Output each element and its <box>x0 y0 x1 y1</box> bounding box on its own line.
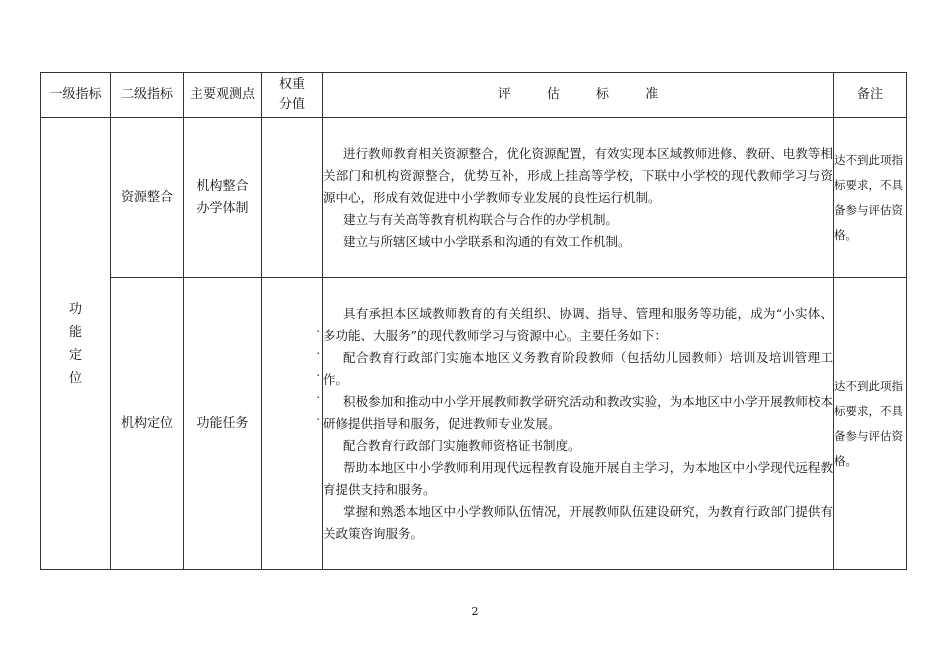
table-row-institution-positioning <box>41 278 907 570</box>
header-remarks: 备注 <box>834 73 907 118</box>
header-criteria <box>323 73 834 118</box>
level1-char: 定 <box>68 347 82 363</box>
header-observation: 主要观测点 <box>184 73 262 118</box>
header-weight-line2: 分值 <box>278 97 305 112</box>
weight-mark: . <box>316 322 320 335</box>
evaluation-table <box>40 72 907 570</box>
observation-line: 机构整合 <box>196 178 249 194</box>
criteria-paragraph: 积极参加和推动中小学开展教师教学研究活动和教改实验，为本地区中小学开展教师校本研修提供指导和服务，促进教师专业发展。 <box>323 393 833 431</box>
criteria-paragraph: 帮助本地区中小学教师利用现代远程教育设施开展自主学习，为本地区中小学现代远程教育提供支持和服务。 <box>323 459 833 497</box>
criteria-paragraph: 建立与所辖区域中小学联系和沟通的有效工作机制。 <box>343 233 631 249</box>
header-row <box>41 73 907 118</box>
criteria-paragraph: 掌握和熟悉本地区中小学教师队伍情况，开展教师队伍建设研究，为教育行政部门提供有关政策咨询服务。 <box>323 503 833 541</box>
level1-char: 能 <box>68 324 82 340</box>
criteria-paragraph: 配合教育行政部门实施本地区义务教育阶段教师（包括幼儿园教师）培训及培训管理工作。 <box>323 349 833 387</box>
header-criteria-label: 评 估 标 准 <box>497 87 675 102</box>
criteria-cell <box>323 118 834 278</box>
weight-mark: . <box>316 344 320 357</box>
weight-mark: . <box>316 366 320 379</box>
weight-mark: . <box>316 410 320 423</box>
weight-marks <box>317 318 321 428</box>
remarks-cell: 达不到此项指标要求，不具备参与评估资格。 <box>834 118 907 278</box>
criteria-paragraph: 建立与有关高等教育机构联合与合作的办学机制。 <box>343 211 619 227</box>
observation-cell <box>184 118 262 278</box>
observation-line: 办学体制 <box>196 200 249 216</box>
criteria-paragraph: 具有承担本区域教师教育的有关组织、协调、指导、管理和服务等功能，成为“小实体、多功能、大服务”的现代教师学习与资源中心。主要任务如下： <box>323 305 833 343</box>
level1-cell <box>41 118 111 570</box>
level1-char: 功 <box>68 301 82 317</box>
observation-cell: 功能任务 <box>184 278 262 570</box>
level1-char: 位 <box>68 370 82 386</box>
criteria-paragraph: 进行教师教育相关资源整合，优化资源配置，有效实现本区域教师进修、教研、电教等相关部门和机构资源整合，优势互补，形成上挂高等学校，下联中小学校的现代教师学习与资源中心，形成有效促进中小学教师专业发展的良性运行机制。 <box>323 145 833 205</box>
level2-cell: 资源整合 <box>111 118 184 278</box>
criteria-cell <box>323 278 834 570</box>
weight-cell <box>262 118 323 278</box>
table-row-resource-integration <box>41 118 907 278</box>
remarks-cell: 达不到此项指标要求，不具备参与评估资格。 <box>834 278 907 570</box>
header-weight <box>262 73 323 118</box>
header-level1: 一级指标 <box>41 73 111 118</box>
criteria-paragraph: 配合教育行政部门实施教师资格证书制度。 <box>343 437 581 453</box>
weight-mark: . <box>316 388 320 401</box>
level2-cell: 机构定位 <box>111 278 184 570</box>
weight-cell <box>262 278 323 570</box>
header-weight-line1: 权重 <box>278 77 305 92</box>
page-number: 2 <box>471 605 479 618</box>
header-level2: 二级指标 <box>111 73 184 118</box>
